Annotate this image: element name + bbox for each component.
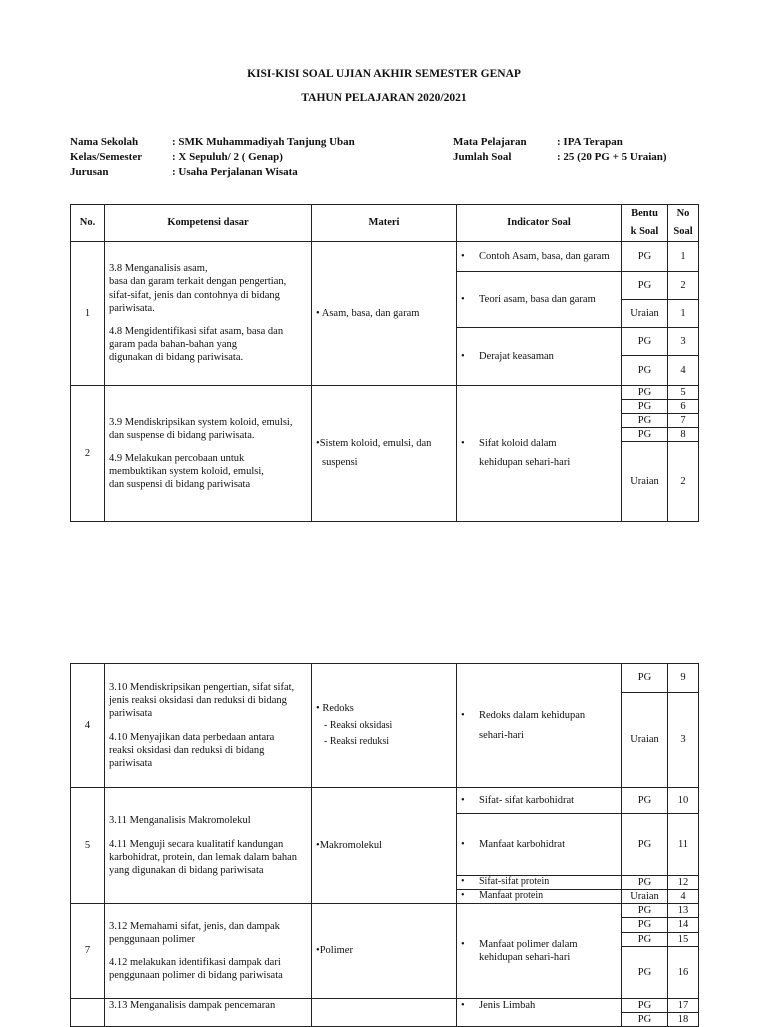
bentuk-cell: PG: [622, 946, 668, 998]
bentuk-cell: PG: [622, 241, 668, 271]
table-row: [71, 788, 699, 814]
materi-sub-text: Reaksi reduksi: [329, 735, 389, 747]
indikator-text: Jenis Limbah: [479, 999, 536, 1011]
materi-text: Sistem koloid, emulsi, dan: [319, 437, 432, 449]
nosoal-cell: 6: [668, 399, 699, 413]
bentuk-cell: Uraian: [622, 299, 668, 327]
indikator-text: Sifat koloid dalam: [479, 437, 557, 449]
header-bentuk-line2: k Soal: [630, 225, 659, 237]
kompetensi-cell: [105, 385, 312, 522]
bentuk-cell: PG: [622, 932, 668, 946]
kd-line: sifat-sifat, jenis dan contohnya di bidang: [109, 289, 280, 301]
bullet-icon: •: [316, 945, 320, 957]
kd-line: 4.9 Melakukan percobaan untuk: [109, 452, 245, 464]
kd-line: pariwisata.: [109, 302, 155, 314]
kd-line: penggunaan polimer: [109, 933, 196, 945]
kd-line: 3.13 Menganalisis dampak pencemaran: [109, 999, 276, 1011]
subject-value: : IPA Terapan: [557, 136, 623, 148]
kd-line: 4.12 melakukan identifikasi dampak dari: [109, 956, 281, 968]
bentuk-cell: Uraian: [622, 442, 668, 522]
header-bentuk-soal: [622, 205, 668, 242]
materi-text: Redoks: [322, 703, 354, 715]
materi-cell: [312, 664, 457, 788]
indikator-text: Derajat keasaman: [479, 350, 554, 362]
indikator-cell: [457, 998, 622, 1026]
indikator-text: sehari-hari: [479, 729, 524, 741]
materi-cell: [312, 241, 457, 385]
nosoal-cell: 2: [668, 442, 699, 522]
header-no: No.: [71, 205, 105, 242]
bullet-icon: •: [461, 999, 465, 1011]
indikator-cell: [457, 327, 622, 385]
bullet-icon: •: [316, 703, 320, 715]
bentuk-cell: PG: [622, 428, 668, 442]
indikator-cell: [457, 904, 622, 998]
kd-line: penggunaan polimer di bidang pariwisata: [109, 970, 283, 982]
bullet-icon: •: [461, 794, 465, 806]
kd-line: 3.10 Mendiskripsikan pengertian, sifat sifat,: [109, 682, 295, 694]
kompetensi-cell: [105, 904, 312, 998]
materi-cell: [312, 788, 457, 904]
kd-line: jenis reaksi oksidasi dan reduksi di bidang: [109, 695, 287, 707]
kd-line: 3.12 Memahami sifat, jenis, dan dampak: [109, 920, 280, 932]
class-label: Kelas/Semester: [70, 151, 143, 163]
nosoal-cell: 15: [668, 932, 699, 946]
dash-icon: -: [324, 719, 328, 731]
kompetensi-cell: [105, 241, 312, 385]
header-nosoal-line1: No: [676, 208, 690, 219]
nosoal-cell: 3: [668, 327, 699, 355]
bentuk-cell: Uraian: [622, 693, 668, 788]
bentuk-cell: PG: [622, 918, 668, 932]
kd-line: 3.8 Menganalisis asam,: [109, 263, 208, 275]
materi-cell: [312, 904, 457, 998]
school-label: Nama Sekolah: [70, 136, 139, 148]
kd-line: reaksi oksidasi dan reduksi di bidang: [109, 744, 265, 756]
kd-line: 4.11 Menguji secara kualitatif kandungan: [109, 838, 284, 850]
bullet-icon: •: [461, 876, 465, 888]
kompetensi-cell: [105, 788, 312, 904]
nosoal-cell: 14: [668, 918, 699, 932]
kd-line: 4.10 Menyajikan data perbedaan antara: [109, 731, 275, 743]
header-no-soal: [668, 205, 699, 242]
bentuk-cell: PG: [622, 998, 668, 1012]
materi-text: Makromolekul: [319, 840, 383, 852]
header-indikator: Indicator Soal: [457, 205, 622, 242]
materi-text: Asam, basa, dan garam: [321, 307, 420, 319]
kd-line: basa dan garam terkait dengan pengertian,: [109, 276, 287, 288]
indikator-text: Teori asam, basa dan garam: [479, 293, 596, 305]
indikator-cell: [457, 385, 622, 522]
indikator-cell: [457, 241, 622, 271]
row-number: [71, 998, 105, 1026]
document-subtitle: TAHUN PELAJARAN 2020/2021: [301, 92, 467, 104]
bentuk-cell: PG: [622, 271, 668, 299]
kisi-table-page-2: [70, 663, 699, 1027]
nosoal-cell: 16: [668, 946, 699, 998]
header-materi: Materi: [312, 205, 457, 242]
bullet-icon: •: [461, 350, 465, 362]
kd-line: karbohidrat, protein, dan lemak dalam bahan: [109, 851, 298, 863]
indikator-text: Manfaat protein: [479, 890, 544, 902]
table-row: [71, 664, 699, 693]
kd-line: pariwisata: [109, 708, 153, 720]
kompetensi-cell: [105, 664, 312, 788]
nosoal-cell: 1: [668, 241, 699, 271]
nosoal-cell: 4: [668, 890, 699, 904]
nosoal-cell: 1: [668, 299, 699, 327]
indikator-text: Contoh Asam, basa, dan garam: [479, 250, 610, 262]
table-row: [71, 904, 699, 918]
bentuk-cell: PG: [622, 1012, 668, 1026]
count-label: Jumlah Soal: [453, 151, 512, 163]
bullet-icon: •: [461, 890, 465, 902]
nosoal-cell: 18: [668, 1012, 699, 1026]
indikator-cell: [457, 890, 622, 904]
nosoal-cell: 4: [668, 355, 699, 385]
materi-cell: [312, 385, 457, 522]
nosoal-cell: 11: [668, 814, 699, 876]
kd-line: 3.9 Mendiskripsikan system koloid, emulsi,: [109, 416, 293, 428]
materi-sub-text: Reaksi oksidasi: [329, 719, 393, 731]
indikator-text: kehidupan sehari-hari: [479, 457, 571, 469]
dash-icon: -: [324, 735, 328, 747]
subject-label: Mata Pelajaran: [453, 136, 527, 148]
nosoal-cell: 10: [668, 788, 699, 814]
dept-value: : Usaha Perjalanan Wisata: [172, 166, 298, 178]
bentuk-cell: Uraian: [622, 890, 668, 904]
kompetensi-cell: [105, 998, 312, 1026]
indikator-cell: [457, 814, 622, 876]
bentuk-cell: PG: [622, 327, 668, 355]
indikator-cell: [457, 876, 622, 890]
kd-line: garam pada bahan-bahan yang: [109, 338, 237, 350]
bentuk-cell: PG: [622, 413, 668, 427]
row-number: 4: [71, 664, 105, 788]
table-row: [71, 385, 699, 399]
indikator-cell: [457, 271, 622, 327]
table-header-row: [71, 205, 699, 242]
bullet-icon: •: [461, 838, 465, 850]
table-row: [71, 998, 699, 1012]
kd-line: yang digunakan di bidang pariwisata: [109, 864, 264, 876]
kd-line: digunakan di bidang pariwisata.: [109, 352, 244, 363]
dept-label: Jurusan: [70, 166, 109, 178]
nosoal-cell: 2: [668, 271, 699, 299]
kd-line: 3.11 Menganalisis Makromolekul: [109, 815, 251, 827]
nosoal-cell: 17: [668, 998, 699, 1012]
kisi-table-page-1: [70, 204, 699, 522]
bentuk-cell: PG: [622, 664, 668, 693]
table-row: [71, 241, 699, 271]
bullet-icon: •: [461, 293, 465, 305]
kd-line: membuktikan system koloid, emulsi,: [109, 466, 264, 477]
bentuk-cell: PG: [622, 814, 668, 876]
bentuk-cell: PG: [622, 355, 668, 385]
bullet-icon: •: [461, 709, 465, 721]
nosoal-cell: 12: [668, 876, 699, 890]
indikator-text: Manfaat karbohidrat: [479, 838, 566, 850]
row-number: 7: [71, 904, 105, 998]
row-number: 2: [71, 385, 105, 522]
nosoal-cell: 3: [668, 693, 699, 788]
document-title: KISI-KISI SOAL UJIAN AKHIR SEMESTER GENAP: [247, 68, 521, 80]
kd-line: dan suspensi di bidang pariwisata: [109, 479, 251, 491]
bentuk-cell: PG: [622, 788, 668, 814]
indikator-text: kehidupan sehari-hari: [479, 951, 571, 963]
row-number: 1: [71, 241, 105, 385]
indikator-text: Sifat-sifat protein: [479, 876, 550, 888]
indikator-text: Manfaat polimer dalam: [479, 938, 578, 950]
materi-text: suspensi: [322, 457, 358, 469]
bentuk-cell: PG: [622, 876, 668, 890]
indikator-cell: [457, 788, 622, 814]
nosoal-cell: 13: [668, 904, 699, 918]
bullet-icon: •: [461, 250, 465, 262]
header-bentuk-line1: Bentu: [631, 208, 658, 219]
class-value: : X Sepuluh/ 2 ( Genap): [172, 151, 283, 163]
bullet-icon: •: [316, 840, 320, 852]
bullet-icon: •: [461, 437, 465, 449]
bentuk-cell: PG: [622, 399, 668, 413]
kd-line: 4.8 Mengidentifikasi sifat asam, basa dan: [109, 325, 284, 337]
indikator-text: Sifat- sifat karbohidrat: [479, 794, 575, 806]
count-value: : 25 (20 PG + 5 Uraian): [557, 151, 667, 163]
materi-cell: [312, 998, 457, 1026]
bullet-icon: •: [461, 938, 465, 950]
kd-line: dan suspense di bidang pariwisata.: [109, 429, 255, 441]
bentuk-cell: PG: [622, 904, 668, 918]
row-number: 5: [71, 788, 105, 904]
bentuk-cell: PG: [622, 385, 668, 399]
nosoal-cell: 7: [668, 413, 699, 427]
nosoal-cell: 5: [668, 385, 699, 399]
nosoal-cell: 8: [668, 428, 699, 442]
bullet-icon: •: [316, 437, 320, 449]
bullet-icon: •: [316, 307, 320, 319]
school-value: : SMK Muhammadiyah Tanjung Uban: [172, 136, 355, 148]
header-kompetensi: Kompetensi dasar: [105, 205, 312, 242]
indikator-cell: [457, 664, 622, 788]
header-nosoal-line2: Soal: [673, 225, 693, 237]
nosoal-cell: 9: [668, 664, 699, 693]
materi-text: Polimer: [319, 945, 353, 957]
indikator-text: Redoks dalam kehidupan: [479, 709, 586, 721]
kd-line: pariwisata: [109, 757, 153, 769]
